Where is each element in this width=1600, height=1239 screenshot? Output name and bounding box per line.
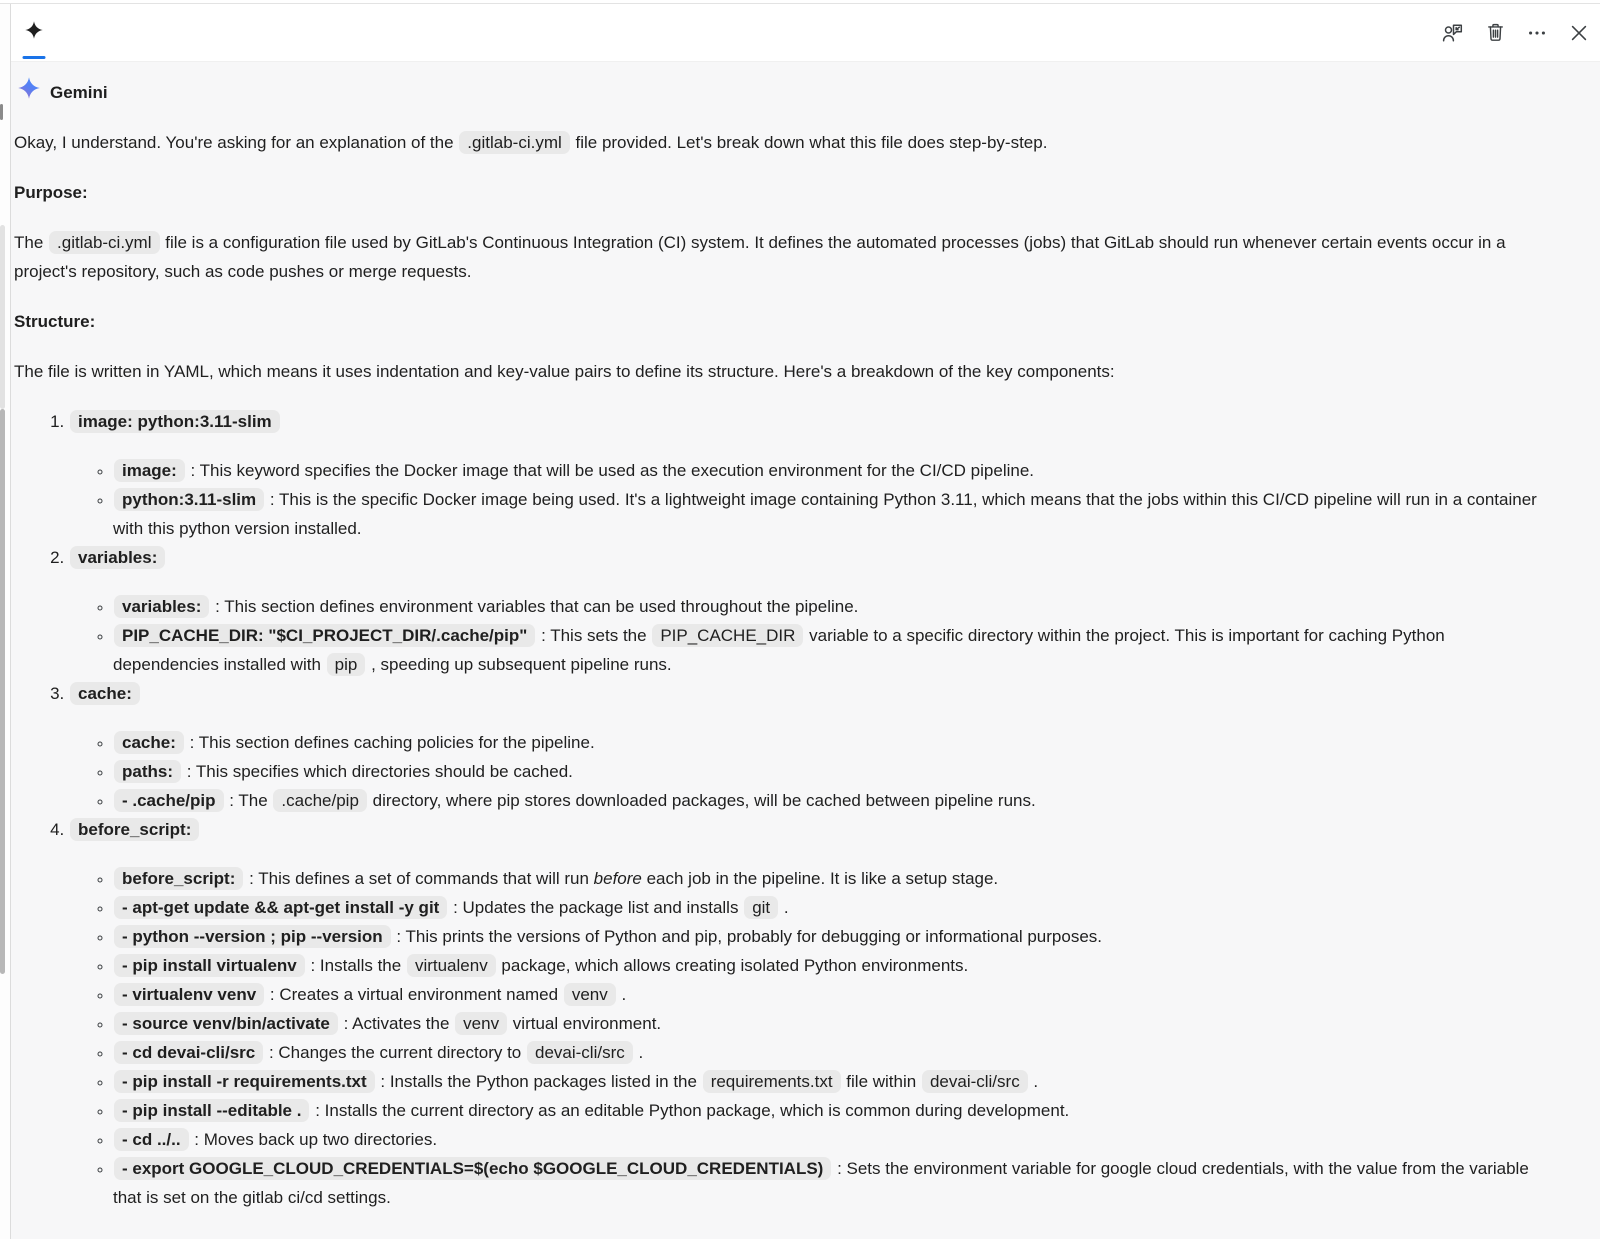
text-run: .	[616, 985, 627, 1004]
inline-code: paths:	[114, 760, 181, 783]
detail-item	[113, 1096, 1548, 1125]
paragraph	[14, 357, 1548, 386]
text-run: : Installs the	[305, 956, 406, 975]
inline-code: image:	[114, 459, 185, 482]
page-scrollbar-thumb[interactable]	[0, 409, 5, 974]
inline-code: pip	[327, 653, 366, 676]
text-run: : This specifies which directories should be cached.	[182, 762, 573, 781]
detail-item	[113, 922, 1548, 951]
inline-code: - source venv/bin/activate	[114, 1012, 338, 1035]
detail-item	[113, 485, 1548, 543]
detail-item	[113, 621, 1548, 679]
detail-list	[69, 456, 1548, 543]
text-run: : Installs the Python packages listed in the	[375, 1072, 702, 1091]
ellipsis-icon	[1526, 22, 1548, 44]
inline-code: - pip install -r requirements.txt	[114, 1070, 375, 1093]
detail-item	[113, 1125, 1548, 1154]
detail-item	[113, 1154, 1548, 1212]
inline-code: - python --version ; pip --version	[114, 925, 391, 948]
text-run: : This is the specific Docker image being used. It's a lightweight image containing Python 3.11, which means that the jobs within this CI/CD pipeline will run in a container with this python version installed.	[113, 490, 1537, 538]
component-item	[69, 407, 1548, 543]
text-run: package, which allows creating isolated Python environments.	[496, 956, 969, 975]
text-run: file within	[841, 1072, 921, 1091]
text-run: virtual environment.	[508, 1014, 662, 1033]
inline-code: venv	[564, 983, 616, 1006]
text-run: : Sets the environment variable for google cloud credentials, with the value from the variable that is set on the gitlab ci/cd settings.	[113, 1159, 1529, 1207]
tab-gemini-chat[interactable]	[15, 4, 53, 62]
text-run: directory, where pip stores downloaded packages, will be cached between pipeline runs.	[367, 791, 1036, 810]
inline-code: - pip install virtualenv	[114, 954, 305, 977]
text-run: .	[779, 898, 789, 917]
inline-code: virtualenv	[407, 954, 496, 977]
detail-list	[69, 728, 1548, 815]
text-run: file provided. Let's break down what this file does step-by-step.	[570, 133, 1048, 152]
text-run: The file is written in YAML, which means it uses indentation and key-value pairs to define its structure. Here's a breakdown of the key components:	[14, 362, 1115, 381]
delete-conversation-button[interactable]	[1482, 20, 1508, 46]
text-run: : Updates the package list and installs	[448, 898, 744, 917]
page-scrollbar-track	[0, 225, 5, 409]
text-run: variable to a specific directory within the project. This is important for caching Python dependencies installed with	[113, 626, 1445, 674]
paragraph	[14, 128, 1548, 157]
text-run: .	[1028, 1072, 1039, 1091]
inline-code: before_script:	[114, 867, 243, 890]
active-tab-indicator	[23, 56, 46, 59]
message-body	[14, 128, 1548, 1212]
section-heading: Structure:	[14, 312, 96, 331]
inline-code: cache:	[114, 731, 184, 754]
text-run: : Creates a virtual environment named	[265, 985, 563, 1004]
detail-item	[113, 893, 1548, 922]
gemini-logo-icon	[17, 76, 41, 109]
text-run: : This keyword specifies the Docker image that will be used as the execution environment for the CI/CD pipeline.	[185, 461, 1035, 480]
emphasis-text: before	[593, 869, 642, 888]
inline-code: .gitlab-ci.yml	[459, 131, 569, 154]
detail-item	[113, 864, 1548, 893]
inline-code: git	[744, 896, 778, 919]
component-title-code: cache:	[70, 682, 140, 705]
detail-item	[113, 728, 1548, 757]
inline-code: .gitlab-ci.yml	[49, 231, 159, 254]
component-list	[14, 407, 1548, 1212]
inline-code: devai-cli/src	[922, 1070, 1028, 1093]
assistant-name: Gemini	[50, 82, 108, 102]
detail-item	[113, 951, 1548, 980]
inline-code: venv	[455, 1012, 507, 1035]
sparkle-icon	[24, 20, 44, 45]
inline-code: requirements.txt	[703, 1070, 841, 1093]
inline-code: python:3.11-slim	[114, 488, 264, 511]
inline-code: PIP_CACHE_DIR: "$CI_PROJECT_DIR/.cache/pip"	[114, 624, 535, 647]
text-run: : The	[224, 791, 273, 810]
detail-item	[113, 1067, 1548, 1096]
feedback-button[interactable]	[1440, 20, 1466, 46]
inline-code: - apt-get update && apt-get install -y git	[114, 896, 447, 919]
text-run: .	[633, 1043, 644, 1062]
more-options-button[interactable]	[1524, 20, 1550, 46]
inline-code: .cache/pip	[273, 789, 367, 812]
detail-item	[113, 456, 1548, 485]
underlying-page-sliver	[0, 4, 10, 1239]
inline-code: - .cache/pip	[114, 789, 224, 812]
header-actions	[1440, 20, 1600, 46]
gemini-chat-panel	[10, 4, 1600, 1239]
text-run: : This prints the versions of Python and pip, probably for debugging or informational purposes.	[391, 927, 1102, 946]
section-heading: Purpose:	[14, 183, 88, 202]
component-title-code: variables:	[70, 546, 165, 569]
detail-item	[113, 1038, 1548, 1067]
detail-item	[113, 980, 1548, 1009]
text-run: : Activates the	[338, 1014, 455, 1033]
text-run: : This section defines caching policies for the pipeline.	[184, 733, 595, 752]
text-run: , speeding up subsequent pipeline runs.	[366, 655, 672, 674]
text-run: each job in the pipeline. It is like a setup stage.	[641, 869, 999, 888]
detail-item	[113, 757, 1548, 786]
text-run: : This sets the	[536, 626, 652, 645]
component-item	[69, 543, 1548, 679]
underlying-page-fragment	[0, 104, 3, 120]
inline-code: - export GOOGLE_CLOUD_CREDENTIALS=$(echo $GOOGLE_CLOUD_CREDENTIALS)	[114, 1157, 831, 1180]
close-icon	[1568, 22, 1590, 44]
chat-scroll-area	[11, 62, 1600, 1239]
detail-item	[113, 1009, 1548, 1038]
inline-code: - virtualenv venv	[114, 983, 264, 1006]
component-title-code: before_script:	[70, 818, 199, 841]
text-run: file is a configuration file used by GitLab's Continuous Integration (CI) system. It defines the automated processes (jobs) that GitLab should run whenever certain events occur in a project's repository, such as code pushes or merge requests.	[14, 233, 1506, 281]
text-run: : Moves back up two directories.	[189, 1130, 438, 1149]
inline-code: - pip install --editable .	[114, 1099, 309, 1122]
paragraph	[14, 228, 1548, 286]
text-run: The	[14, 233, 49, 252]
inline-code: - cd devai-cli/src	[114, 1041, 263, 1064]
detail-list	[69, 592, 1548, 679]
detail-list	[69, 864, 1548, 1212]
inline-code: PIP_CACHE_DIR	[652, 624, 803, 647]
person-feedback-icon	[1441, 21, 1465, 45]
component-item	[69, 679, 1548, 815]
text-run: : This defines a set of commands that will run	[244, 869, 594, 888]
panel-header	[11, 4, 1600, 62]
detail-item	[113, 786, 1548, 815]
component-title-code: image: python:3.11-slim	[70, 410, 280, 433]
trash-icon	[1484, 21, 1507, 44]
text-run: : This section defines environment variables that can be used throughout the pipeline.	[210, 597, 859, 616]
text-run: : Installs the current directory as an editable Python package, which is common during development.	[310, 1101, 1070, 1120]
component-item	[69, 815, 1548, 1212]
text-run: Okay, I understand. You're asking for an explanation of the	[14, 133, 459, 152]
assistant-header	[17, 77, 1548, 107]
close-panel-button[interactable]	[1566, 20, 1592, 46]
inline-code: variables:	[114, 595, 209, 618]
detail-item	[113, 592, 1548, 621]
text-run: : Changes the current directory to	[264, 1043, 526, 1062]
inline-code: devai-cli/src	[527, 1041, 633, 1064]
inline-code: - cd ../..	[114, 1128, 189, 1151]
